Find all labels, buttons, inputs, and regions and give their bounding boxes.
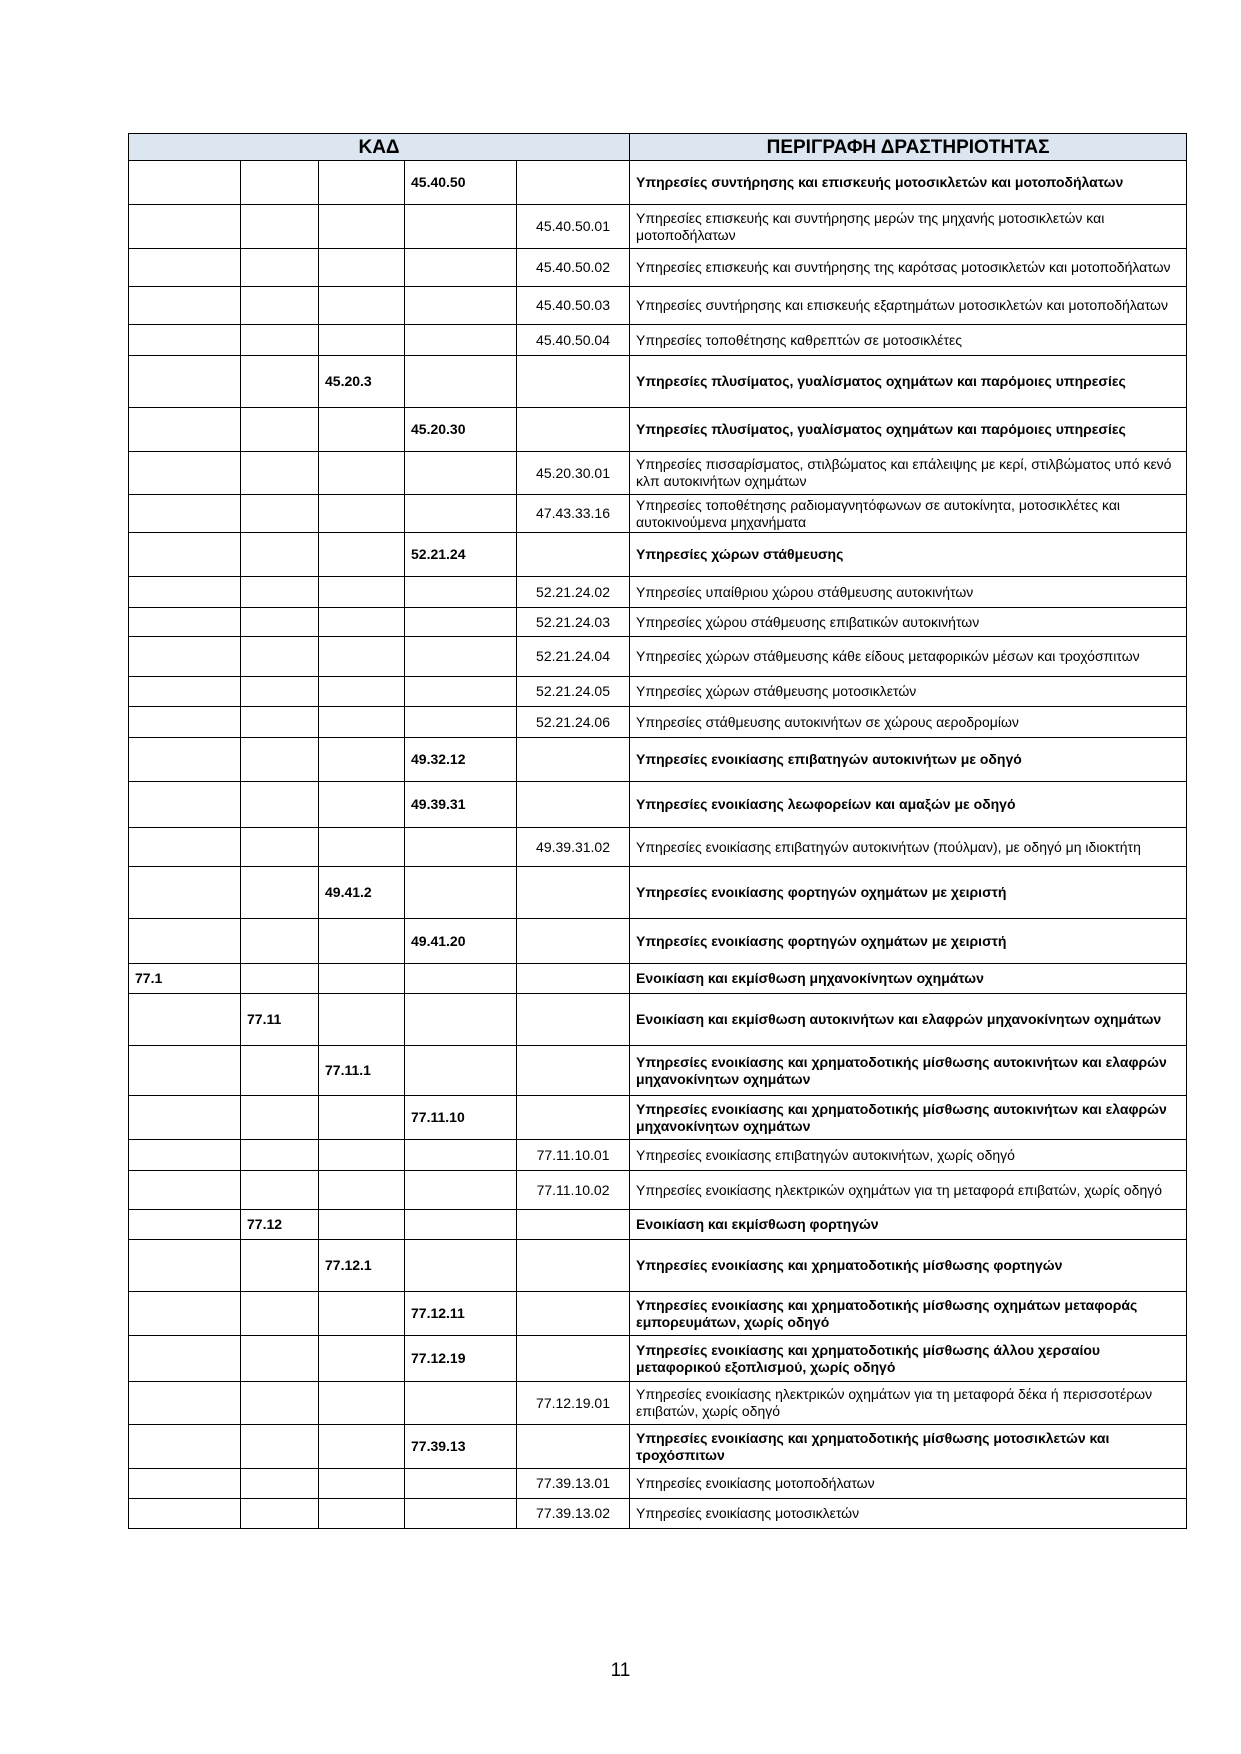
table-row — [129, 495, 1187, 533]
empty-cell — [129, 782, 241, 828]
empty-cell — [129, 994, 241, 1046]
empty-cell — [319, 287, 405, 325]
empty-cell — [241, 1382, 319, 1425]
empty-cell — [405, 205, 517, 249]
empty-cell — [129, 495, 241, 533]
table-row — [129, 964, 1187, 994]
empty-cell — [129, 408, 241, 452]
empty-cell — [241, 637, 319, 677]
table-row — [129, 1140, 1187, 1171]
empty-cell — [129, 533, 241, 577]
empty-cell — [129, 1336, 241, 1382]
empty-cell — [241, 452, 319, 495]
empty-cell — [241, 205, 319, 249]
table-header-row — [129, 134, 1187, 161]
kad-code: 45.40.50.01 — [517, 205, 630, 249]
kad-code: 77.11 — [241, 994, 319, 1046]
activity-description: Υπηρεσίες ενοικίασης φορτηγών οχημάτων με χειριστή — [630, 919, 1187, 964]
empty-cell — [129, 1382, 241, 1425]
empty-cell — [241, 1096, 319, 1140]
empty-cell — [129, 828, 241, 867]
activity-description: Ενοικίαση και εκμίσθωση αυτοκινήτων και ελαφρών μηχανοκίνητων οχημάτων — [630, 994, 1187, 1046]
table-row — [129, 356, 1187, 408]
empty-cell — [319, 325, 405, 356]
kad-code: 77.11.1 — [319, 1046, 405, 1096]
empty-cell — [241, 1336, 319, 1382]
empty-cell — [241, 408, 319, 452]
table-row — [129, 867, 1187, 919]
empty-cell — [517, 1425, 630, 1469]
empty-cell — [241, 1292, 319, 1336]
empty-cell — [129, 608, 241, 637]
empty-cell — [241, 608, 319, 637]
empty-cell — [241, 287, 319, 325]
empty-cell — [241, 1140, 319, 1171]
empty-cell — [517, 738, 630, 782]
kad-code: 49.32.12 — [405, 738, 517, 782]
table-row — [129, 1382, 1187, 1425]
empty-cell — [241, 738, 319, 782]
empty-cell — [319, 608, 405, 637]
table-row — [129, 1046, 1187, 1096]
empty-cell — [319, 964, 405, 994]
activity-description: Υπηρεσίες συντήρησης και επισκευής εξαρτημάτων μοτοσικλετών και μοτοποδήλατων — [630, 287, 1187, 325]
empty-cell — [405, 867, 517, 919]
empty-cell — [517, 408, 630, 452]
empty-cell — [241, 964, 319, 994]
empty-cell — [129, 1046, 241, 1096]
empty-cell — [241, 677, 319, 707]
table-row — [129, 249, 1187, 287]
kad-code: 45.40.50.03 — [517, 287, 630, 325]
empty-cell — [319, 1210, 405, 1240]
activity-description: Υπηρεσίες πλυσίματος, γυαλίσματος οχημάτων και παρόμοιες υπηρεσίες — [630, 356, 1187, 408]
empty-cell — [405, 608, 517, 637]
empty-cell — [517, 161, 630, 205]
empty-cell — [241, 1046, 319, 1096]
empty-cell — [517, 356, 630, 408]
empty-cell — [517, 533, 630, 577]
empty-cell — [319, 1140, 405, 1171]
kad-code: 77.39.13 — [405, 1425, 517, 1469]
activity-description: Υπηρεσίες ενοικίασης και χρηματοδοτικής μίσθωσης μοτοσικλετών και τροχόσπιτων — [630, 1425, 1187, 1469]
kad-code: 52.21.24.04 — [517, 637, 630, 677]
empty-cell — [241, 919, 319, 964]
empty-cell — [517, 964, 630, 994]
activity-description: Υπηρεσίες επισκευής και συντήρησης της καρότσας μοτοσικλετών και μοτοποδήλατων — [630, 249, 1187, 287]
kad-table — [128, 133, 1187, 1529]
empty-cell — [405, 1046, 517, 1096]
empty-cell — [241, 495, 319, 533]
empty-cell — [319, 738, 405, 782]
empty-cell — [241, 867, 319, 919]
empty-cell — [405, 325, 517, 356]
activity-description: Υπηρεσίες ενοικίασης και χρηματοδοτικής μίσθωσης οχημάτων μεταφοράς εμπορευμάτων, χωρίς οδηγό — [630, 1292, 1187, 1336]
activity-description: Υπηρεσίες χώρου στάθμευσης επιβατικών αυτοκινήτων — [630, 608, 1187, 637]
table-row — [129, 782, 1187, 828]
empty-cell — [405, 452, 517, 495]
table-row — [129, 828, 1187, 867]
table-row — [129, 1210, 1187, 1240]
empty-cell — [405, 356, 517, 408]
empty-cell — [241, 1240, 319, 1292]
empty-cell — [129, 1171, 241, 1210]
empty-cell — [129, 1140, 241, 1171]
activity-description: Υπηρεσίες υπαίθριου χώρου στάθμευσης αυτοκινήτων — [630, 577, 1187, 608]
activity-description: Υπηρεσίες χώρων στάθμευσης κάθε είδους μεταφορικών μέσων και τροχόσπιτων — [630, 637, 1187, 677]
empty-cell — [319, 577, 405, 608]
kad-code: 77.39.13.02 — [517, 1499, 630, 1529]
activity-description: Υπηρεσίες ενοικίασης μοτοποδήλατων — [630, 1469, 1187, 1499]
kad-code: 49.41.2 — [319, 867, 405, 919]
empty-cell — [517, 1096, 630, 1140]
activity-description: Υπηρεσίες χώρων στάθμευσης μοτοσικλετών — [630, 677, 1187, 707]
empty-cell — [129, 249, 241, 287]
empty-cell — [319, 205, 405, 249]
table-row — [129, 408, 1187, 452]
header-description: ΠΕΡΙΓΡΑΦΗ ΔΡΑΣΤΗΡΙΟΤΗΤΑΣ — [630, 134, 1187, 161]
activity-description: Υπηρεσίες τοποθέτησης ραδιομαγνητόφωνων σε αυτοκίνητα, μοτοσικλέτες και αυτοκινούμενα μηχανήματα — [630, 495, 1187, 533]
empty-cell — [405, 249, 517, 287]
kad-code: 77.12.1 — [319, 1240, 405, 1292]
empty-cell — [319, 1425, 405, 1469]
empty-cell — [517, 782, 630, 828]
empty-cell — [517, 1240, 630, 1292]
empty-cell — [405, 1499, 517, 1529]
empty-cell — [405, 677, 517, 707]
empty-cell — [517, 994, 630, 1046]
table-row — [129, 1425, 1187, 1469]
kad-code: 77.12.11 — [405, 1292, 517, 1336]
empty-cell — [241, 161, 319, 205]
activity-description: Υπηρεσίες επισκευής και συντήρησης μερών της μηχανής μοτοσικλετών και μοτοποδήλατων — [630, 205, 1187, 249]
empty-cell — [129, 577, 241, 608]
empty-cell — [129, 1096, 241, 1140]
page-number: 11 — [610, 1660, 631, 1681]
empty-cell — [129, 1210, 241, 1240]
table-row — [129, 707, 1187, 738]
empty-cell — [319, 1336, 405, 1382]
empty-cell — [517, 1292, 630, 1336]
empty-cell — [319, 677, 405, 707]
kad-code: 45.20.30 — [405, 408, 517, 452]
empty-cell — [129, 161, 241, 205]
table-row — [129, 533, 1187, 577]
kad-code: 77.11.10.02 — [517, 1171, 630, 1210]
empty-cell — [405, 495, 517, 533]
empty-cell — [319, 1292, 405, 1336]
activity-description: Υπηρεσίες ενοικίασης και χρηματοδοτικής μίσθωσης φορτηγών — [630, 1240, 1187, 1292]
empty-cell — [129, 205, 241, 249]
kad-code: 45.40.50.04 — [517, 325, 630, 356]
activity-description: Υπηρεσίες ενοικίασης ηλεκτρικών οχημάτων για τη μεταφορά επιβατών, χωρίς οδηγό — [630, 1171, 1187, 1210]
empty-cell — [241, 325, 319, 356]
table-row — [129, 677, 1187, 707]
table-row — [129, 1292, 1187, 1336]
empty-cell — [405, 1382, 517, 1425]
empty-cell — [129, 867, 241, 919]
table-row — [129, 1336, 1187, 1382]
activity-description: Υπηρεσίες ενοικίασης και χρηματοδοτικής μίσθωσης αυτοκινήτων και ελαφρών μηχανοκίνητων οχημάτων — [630, 1046, 1187, 1096]
empty-cell — [319, 161, 405, 205]
empty-cell — [517, 1210, 630, 1240]
table-row — [129, 287, 1187, 325]
kad-code: 45.20.30.01 — [517, 452, 630, 495]
activity-description: Υπηρεσίες ενοικίασης και χρηματοδοτικής μίσθωσης άλλου χερσαίου μεταφορικού εξοπλισμού, χωρίς οδηγό — [630, 1336, 1187, 1382]
activity-description: Υπηρεσίες πλυσίματος, γυαλίσματος οχημάτων και παρόμοιες υπηρεσίες — [630, 408, 1187, 452]
kad-code: 47.43.33.16 — [517, 495, 630, 533]
empty-cell — [129, 637, 241, 677]
kad-code: 49.39.31.02 — [517, 828, 630, 867]
empty-cell — [129, 452, 241, 495]
empty-cell — [405, 1469, 517, 1499]
activity-description: Υπηρεσίες ενοικίασης φορτηγών οχημάτων με χειριστή — [630, 867, 1187, 919]
activity-description: Υπηρεσίες ενοικίασης ηλεκτρικών οχημάτων για τη μεταφορά δέκα ή περισσοτέρων επιβατών, χωρίς οδηγό — [630, 1382, 1187, 1425]
empty-cell — [319, 495, 405, 533]
empty-cell — [517, 1336, 630, 1382]
table-row — [129, 1499, 1187, 1529]
empty-cell — [241, 1469, 319, 1499]
table-row — [129, 161, 1187, 205]
table-row — [129, 452, 1187, 495]
activity-description: Υπηρεσίες συντήρησης και επισκευής μοτοσικλετών και μοτοποδήλατων — [630, 161, 1187, 205]
activity-description: Υπηρεσίες ενοικίασης λεωφορείων και αμαξών με οδηγό — [630, 782, 1187, 828]
table-row — [129, 738, 1187, 782]
table-row — [129, 1096, 1187, 1140]
empty-cell — [319, 919, 405, 964]
empty-cell — [129, 1240, 241, 1292]
kad-code: 77.12.19 — [405, 1336, 517, 1382]
activity-description: Υπηρεσίες ενοικίασης και χρηματοδοτικής μίσθωσης αυτοκινήτων και ελαφρών μηχανοκίνητων οχημάτων — [630, 1096, 1187, 1140]
kad-code: 49.41.20 — [405, 919, 517, 964]
kad-code: 77.39.13.01 — [517, 1469, 630, 1499]
kad-code: 52.21.24 — [405, 533, 517, 577]
empty-cell — [319, 1096, 405, 1140]
empty-cell — [319, 1499, 405, 1529]
empty-cell — [517, 867, 630, 919]
empty-cell — [129, 738, 241, 782]
activity-description: Ενοικίαση και εκμίσθωση μηχανοκίνητων οχημάτων — [630, 964, 1187, 994]
empty-cell — [319, 408, 405, 452]
empty-cell — [319, 1469, 405, 1499]
activity-description: Υπηρεσίες ενοικίασης επιβατηγών αυτοκινήτων (πούλμαν), με οδηγό μη ιδιοκτήτη — [630, 828, 1187, 867]
activity-description: Ενοικίαση και εκμίσθωση φορτηγών — [630, 1210, 1187, 1240]
table-row — [129, 205, 1187, 249]
table-row — [129, 577, 1187, 608]
activity-description: Υπηρεσίες στάθμευσης αυτοκινήτων σε χώρους αεροδρομίων — [630, 707, 1187, 738]
empty-cell — [241, 1425, 319, 1469]
empty-cell — [241, 533, 319, 577]
empty-cell — [129, 677, 241, 707]
activity-description: Υπηρεσίες ενοικίασης επιβατηγών αυτοκινήτων με οδηγό — [630, 738, 1187, 782]
empty-cell — [405, 577, 517, 608]
table-row — [129, 608, 1187, 637]
empty-cell — [129, 356, 241, 408]
empty-cell — [405, 1171, 517, 1210]
empty-cell — [405, 287, 517, 325]
activity-description: Υπηρεσίες ενοικίασης μοτοσικλετών — [630, 1499, 1187, 1529]
kad-code: 77.12.19.01 — [517, 1382, 630, 1425]
table-row — [129, 1240, 1187, 1292]
activity-description: Υπηρεσίες τοποθέτησης καθρεπτών σε μοτοσικλέτες — [630, 325, 1187, 356]
empty-cell — [405, 1240, 517, 1292]
table-row — [129, 325, 1187, 356]
activity-description: Υπηρεσίες ενοικίασης επιβατηγών αυτοκινήτων, χωρίς οδηγό — [630, 1140, 1187, 1171]
empty-cell — [319, 533, 405, 577]
table-row — [129, 919, 1187, 964]
kad-code: 52.21.24.06 — [517, 707, 630, 738]
empty-cell — [129, 707, 241, 738]
kad-code: 52.21.24.02 — [517, 577, 630, 608]
empty-cell — [517, 1046, 630, 1096]
kad-code: 45.40.50.02 — [517, 249, 630, 287]
kad-code: 77.12 — [241, 1210, 319, 1240]
kad-code: 52.21.24.05 — [517, 677, 630, 707]
kad-code: 52.21.24.03 — [517, 608, 630, 637]
header-kad: ΚΑΔ — [129, 134, 630, 161]
empty-cell — [319, 637, 405, 677]
kad-code: 77.11.10 — [405, 1096, 517, 1140]
empty-cell — [129, 287, 241, 325]
empty-cell — [405, 828, 517, 867]
empty-cell — [241, 707, 319, 738]
empty-cell — [241, 1171, 319, 1210]
empty-cell — [405, 964, 517, 994]
empty-cell — [241, 782, 319, 828]
empty-cell — [319, 1171, 405, 1210]
activity-description: Υπηρεσίες πισσαρίσματος, στιλβώματος και επάλειψης με κερί, στιλβώματος υπό κενό κλπ αυτοκινήτων οχημάτων — [630, 452, 1187, 495]
empty-cell — [129, 1499, 241, 1529]
table-row — [129, 1469, 1187, 1499]
empty-cell — [129, 1292, 241, 1336]
empty-cell — [319, 782, 405, 828]
kad-code: 77.1 — [129, 964, 241, 994]
empty-cell — [405, 994, 517, 1046]
kad-table-body — [129, 134, 1187, 1529]
table-row — [129, 994, 1187, 1046]
empty-cell — [241, 249, 319, 287]
activity-description: Υπηρεσίες χώρων στάθμευσης — [630, 533, 1187, 577]
kad-code: 45.20.3 — [319, 356, 405, 408]
kad-code: 45.40.50 — [405, 161, 517, 205]
table-row — [129, 1171, 1187, 1210]
empty-cell — [405, 637, 517, 677]
empty-cell — [319, 707, 405, 738]
kad-code: 49.39.31 — [405, 782, 517, 828]
empty-cell — [129, 325, 241, 356]
empty-cell — [319, 452, 405, 495]
kad-code: 77.11.10.01 — [517, 1140, 630, 1171]
empty-cell — [241, 828, 319, 867]
empty-cell — [319, 249, 405, 287]
empty-cell — [241, 1499, 319, 1529]
empty-cell — [319, 1382, 405, 1425]
empty-cell — [405, 1140, 517, 1171]
empty-cell — [405, 1210, 517, 1240]
empty-cell — [319, 828, 405, 867]
table-row — [129, 637, 1187, 677]
empty-cell — [129, 1469, 241, 1499]
empty-cell — [517, 919, 630, 964]
empty-cell — [129, 1425, 241, 1469]
empty-cell — [319, 994, 405, 1046]
empty-cell — [405, 707, 517, 738]
empty-cell — [241, 577, 319, 608]
empty-cell — [241, 356, 319, 408]
empty-cell — [129, 919, 241, 964]
